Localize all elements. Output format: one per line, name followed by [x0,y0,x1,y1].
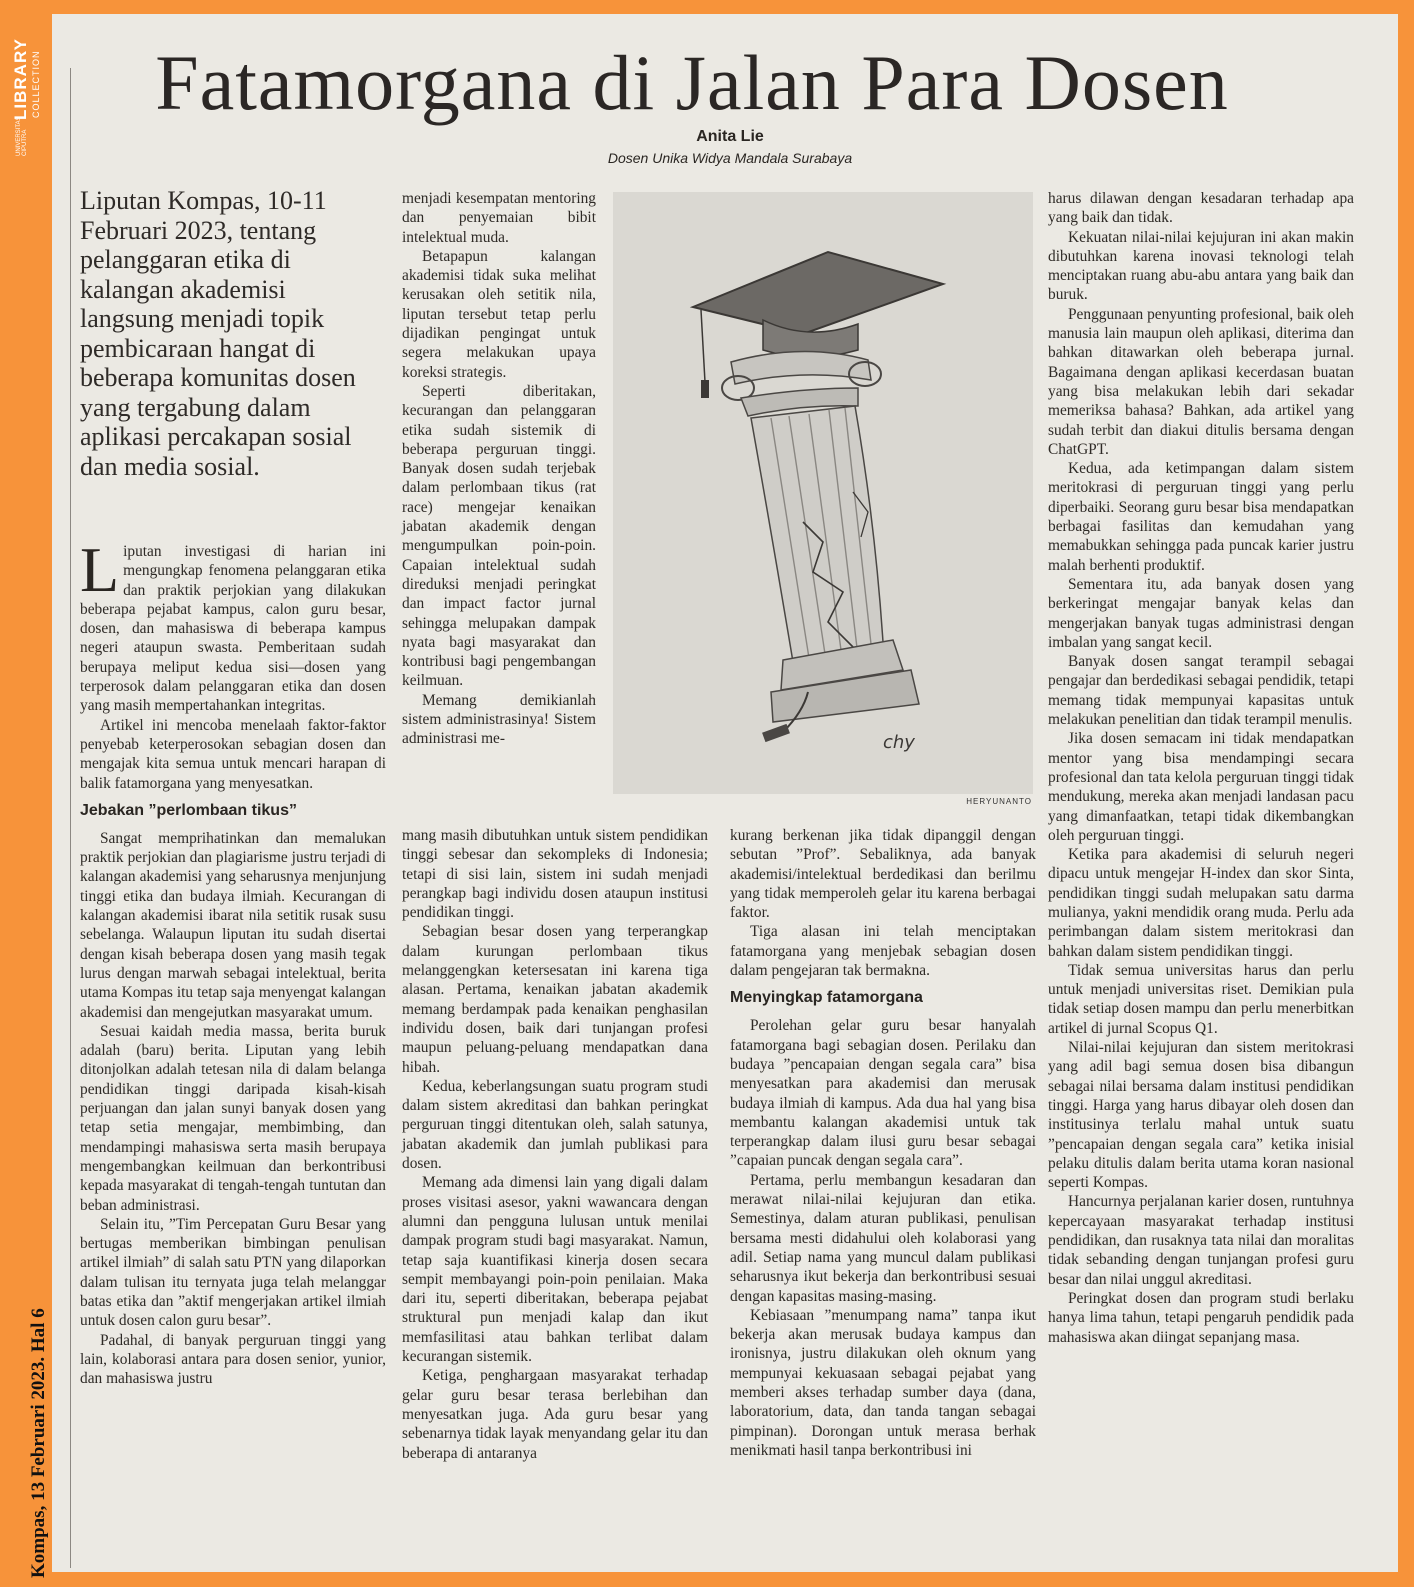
body-paragraph: Padahal, di banyak perguruan tinggi yang lain, kolaborasi antara para dosen senior, yunior, dan mahasiswa justru [80,1331,386,1388]
body-paragraph: Nilai-nilai kejujuran dan sistem meritokrasi yang adil bagi semua dosen bisa dibangun sebagai nilai bersama dalam institusi pendidikan tinggi. Harga yang harus dibayar oleh dosen dan institusinya terlalu mahal untuk suatu ”pencapaian dengan segala cara” ketika inisial pelaku ditulis dalam berita utama koran nasional seperti Kompas. [1048,1039,1354,1192]
illustration-credit: HERYUNANTO [966,797,1032,806]
body-paragraph: Sesuai kaidah media massa, berita buruk adalah (baru) berita. Liputan yang lebih ditonjolkan adalah tetesan nila di dalam belanga pendidikan tinggi daripada kisah-kisah perjuangan dan jalan sunyi banyak dosen yang tetap setia mengajar, membimbing, dan mendampingi mahasiswa serta masih berupaya mengembangkan keilmuan dan berkontribusi kepada masyarakat di tengah-tengah tuntutan dan beban administrasi. [80,1022,386,1214]
source-caption: Kompas, 13 Februari 2023. Hal 6 [28,1308,49,1578]
logo-sub-text: COLLECTION [31,50,41,118]
body-paragraph: Sangat memprihatinkan dan memalukan praktik perjokian dan plagiarisme justru terjadi di kalangan akademisi yang seharusnya menjunjung tinggi etika dan budaya ilmiah. Kecurangan di kalangan akademisi ibarat nila setitik rusak susu sebelanga. Walaupun liputan itu sudah disertai dengan kisah beberapa dosen yang masih tegak lurus dengan marwah sebagai intelektual, berita utama Kompas itu tetap saja menyengat kalangan akademisi dan mengejutkan masyarakat umum. [80,829,386,1021]
body-paragraph: Pertama, perlu membangun kesadaran dan merawat nilai-nilai kejujuran dan etika. Semestinya, dalam aturan publikasi, penulisan bersama mesti didahului oleh kolaborasi yang adil. Setiap nama yang muncul dalam publikasi seharusnya ikut bekerja dan berkontribusi sesuai dengan kapasitas masing-masing. [730,1171,1036,1305]
body-paragraph: Kedua, keberlangsungan suatu program studi dalam sistem akreditasi dan bahkan peringkat perguruan tinggi ditentukan oleh, salah satunya, jabatan akademik dan jumlah publikasi para dosen. [402,1077,708,1173]
body-paragraph: Betapapun kalangan akademisi tidak suka melihat kerusakan oleh setitik nila, liputan tersebut tetap perlu dijadikan pengingat untuk segera melakukan upaya koreksi strategis. [402,247,596,381]
body-paragraph: Perolehan gelar guru besar hanyalah fatamorgana bagi sebagian dosen. Perilaku dan budaya ”pencapaian dengan segala cara” bisa menyesatkan para akademisi dan merusak budaya ilmiah di kampus. Ada dua hal yang bisa membantu kalangan akademisi untuk tak terperangkap dalam ilusi guru besar sebagai ”capaian puncak dengan segala cara”. [730,1017,1036,1170]
body-paragraph: Hancurnya perjalanan karier dosen, runtuhnya kepercayaan masyarakat terhadap institusi pendidikan, dan rusaknya tata nilai dan moralitas tidak sebanding dengan tunjangan profesi guru besar dan nilai unggul akreditasi. [1048,1193,1354,1288]
body-paragraph: Banyak dosen sangat terampil sebagai pengajar dan berdedikasi sebagai pendidik, tetapi memang tidak mempunyai kapasitas untuk melakukan penelitian dan tidak terampil menulis. [1048,653,1354,729]
body-paragraph: kurang berkenan jika tidak dipanggil dengan sebutan ”Prof”. Sebaliknya, ada banyak akademisi/intelektual berdedikasi dan berilmu yang tidak memperoleh gelar itu karena berbagai faktor. [730,827,1036,922]
body-paragraph: Ketika para akademisi di seluruh negeri dipacu untuk mengejar H-index dan skor Sinta, pendidikan tinggi sudah melupakan satu darma mulianya, yakni mendidik orang muda. Perlu ada perimbangan dalam sistem meritokrasi dan bahkan dalam sistem pendidikan tinggi. [1048,846,1354,960]
article-column-1 [80,534,386,1388]
section-heading: Menyingkap fatamorgana [730,989,923,1007]
intro-paragraph: Liputan investigasi di harian ini mengungkap fenomena pelanggaran etika dan praktik perjokian yang dilakukan beberapa pejabat kampus, calon guru besar, dosen, dan mahasiswa di beberapa kampus negeri ataupun swasta. Pemberitaan sudah berupaya meliput kedua sisi—dosen yang terperosok dalam pelanggaran etika dan dosen yang masih mempertahankan integritas. [80,534,386,715]
drop-cap: L [80,534,120,605]
section-heading: Jebakan ”perlombaan tikus” [80,801,297,819]
headline: Fatamorgana di Jalan Para Dosen [155,39,1229,126]
article-column-2-top [402,189,596,749]
illustration-signature: chy [883,732,915,753]
body-paragraph: harus dilawan dengan kesadaran terhadap apa yang baik dan tidak. [1048,190,1354,227]
article-column-3 [730,826,1036,1460]
logo-org: UNIVERSITAS CIPUTRA [16,116,28,156]
illustration-column-graduation-cap [613,192,1033,794]
body-paragraph: Memang demikianlah sistem administrasinya! Sistem administrasi me- [402,691,596,748]
body-paragraph: Penggunaan penyunting profesional, baik oleh manusia lain maupun oleh aplikasi, diterima dan bahkan ditawarkan oleh beberapa jurnal. Bagaimana dengan aplikasi kecerdasan buatan yang bisa melakukan lebih dari sekadar memeriksa bahasa? Bahkan, ada artikel yang sudah terbit dan diakui ditulis bersama dengan ChatGPT. [1048,305,1354,458]
article-column-2-bottom [402,826,708,1463]
column-with-mortarboard-icon [613,192,1033,794]
body-paragraph: Sebagian besar dosen yang terperangkap dalam kurungan perlombaan tikus melanggengkan ketersesatan ini karena tiga alasan. Pertama, kenaikan jabatan akademik memang berdampak pada kenaikan penghasilan individu dosen, baik dari tunjangan profesi maupun peluang-peluang mendapatkan dana hibah. [402,923,708,1076]
body-paragraph: Selain itu, ”Tim Percepatan Guru Besar yang bertugas memberikan bimbingan penulisan artikel ilmiah” di salah satu PTN yang dilaporkan dalam tulisan itu ternyata juga telah melanggar batas etika dan ”aktif mengerjakan artikel ilmiah untuk dosen calon guru besar”. [80,1215,386,1330]
library-collection-logo [8,16,48,156]
body-paragraph: Artikel ini mencoba menelaah faktor-faktor penyebab keterperosokan sebagian dosen dan mengajak kita semua untuk mencari harapan di balik fatamorgana yang menyesatkan. [80,716,386,792]
author-name: Anita Lie [696,128,764,145]
lead-paragraph: Liputan Kompas, 10-11 Februari 2023, tentang pelanggaran etika di kalangan akademisi langsung menjadi topik pembicaraan hangat di beberapa komunitas dosen yang tergabung dalam aplikasi percakapan sosial dan media sosial. [80,186,356,481]
article-column-4 [1048,189,1354,1347]
body-paragraph: Tiga alasan ini telah menciptakan fatamorgana yang menjebak sebagian dosen dalam pengejaran tak bermakna. [730,923,1036,980]
body-paragraph: Kekuatan nilai-nilai kejujuran ini akan makin dibutuhkan karena inovasi teknologi telah menciptakan ruang abu-abu antara yang baik dan buruk. [1048,228,1354,304]
body-paragraph: Jika dosen semacam ini tidak mendapatkan mentor yang bisa mendampingi secara profesional dan tata kelola perguruan tinggi tidak mendukung, mereka akan menjadi landasan pacu yang dimanfaatkan, tetapi tidak dikembangkan oleh perguruan tinggi. [1048,730,1354,844]
body-paragraph: Seperti diberitakan, kecurangan dan pelanggaran etika sudah sistemik di beberapa perguruan tinggi. Banyak dosen sudah terjebak dalam perlombaan tikus (rat race) mengejar kenaikan jabatan akademik dengan mengumpulkan poin-poin. Capaian intelektual sudah direduksi menjadi peringkat dan impact factor jurnal sehingga melupakan dampak nyata bagi masyarakat dan kontribusi bagi pengembangan keilmuan. [402,382,596,690]
body-paragraph: Memang ada dimensi lain yang digali dalam proses visitasi asesor, yakni wawancara dengan alumni dan pengguna lulusan untuk menilai dampak program studi bagi masyarakat. Namun, tetap saja kuantifikasi kinerja dosen secara sempit membayangi poin-poin penilaian. Maka dari itu, seperti diberitakan, beberapa pejabat struktural pun menjadi kalap dan ikut memfasilitasi atau bahkan terlibat dalam kecurangan sistemik. [402,1174,708,1366]
body-paragraph: menjadi kesempatan mentoring dan penyemaian bibit intelektual muda. [402,190,596,246]
body-paragraph: Kedua, ada ketimpangan dalam sistem meritokrasi di perguruan tinggi yang perlu diperbaiki. Seorang guru besar bisa mendapatkan berbagai fasilitas dan kemudahan yang memabukkan sehingga pada puncak karier justru malah berhenti produktif. [1048,460,1354,574]
body-paragraph: Ketiga, penghargaan masyarakat terhadap gelar guru besar terasa berlebihan dan menyesatkan juga. Ada guru besar yang sebenarnya tidak layak menyandang gelar itu dan beberapa di antaranya [402,1367,708,1462]
body-paragraph: Peringkat dosen dan program studi berlaku hanya lima tahun, tetapi pengaruh pendidik pada mahasiswa akan diingat sepanjang masa. [1048,1289,1354,1346]
body-paragraph: Sementara itu, ada banyak dosen yang berkeringat mengajar banyak kelas dan mengerjakan banyak tugas administrasi dengan imbalan yang sangat kecil. [1048,575,1354,651]
body-paragraph: Kebiasaan ”menumpang nama” tanpa ikut bekerja akan merusak budaya kampus dan ironisnya, justru dilakukan oleh oknum yang mempunyai kekuasaan sebagai pejabat yang memberi akses terhadap sumber daya (dana, laboratorium, data, dan tanda tangan sebagai pimpinan). Dorongan untuk merasa berhak menikmati hasil tanpa berkontribusi ini [730,1306,1036,1459]
body-paragraph: Tidak semua universitas harus dan perlu untuk menjadi universitas riset. Demikian pula tidak setiap dosen mampu dan perlu menerbitkan artikel di jurnal Scopus Q1. [1048,961,1354,1037]
logo-main-text: LIBRARY [11,38,30,120]
body-paragraph: mang masih dibutuhkan untuk sistem pendidikan tinggi sebesar dan sekompleks di Indonesia; tetapi di sisi lain, sistem ini sudah menjadi perangkap bagi individu dosen ataupun institusi pendidikan tinggi. [402,827,708,922]
author-affiliation: Dosen Unika Widya Mandala Surabaya [607,150,853,166]
column-rule [70,68,71,1568]
